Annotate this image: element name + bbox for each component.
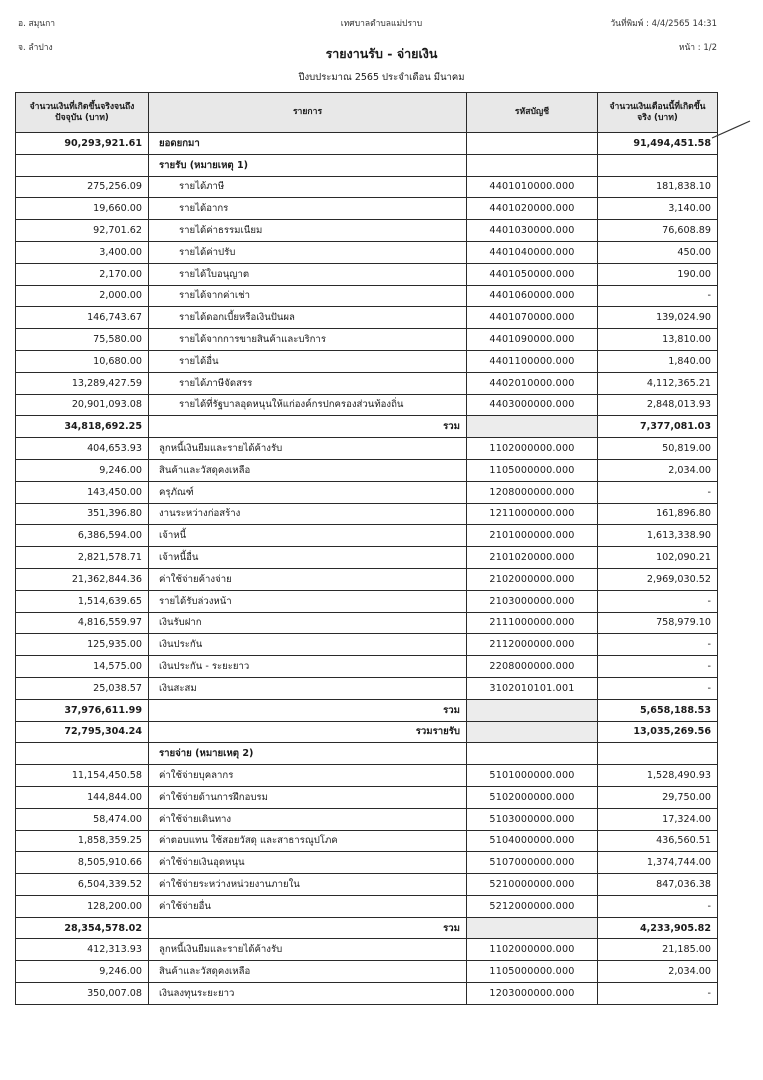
cell-cumulative-amount: 2,170.00 <box>16 263 149 285</box>
cell-cumulative-amount: 25,038.57 <box>16 677 149 699</box>
cell-month-amount: 2,969,030.52 <box>598 568 718 590</box>
cell-item-label: รวมรายรับ <box>149 721 467 743</box>
table-row <box>16 547 718 569</box>
cell-account-code: 3102010101.001 <box>467 677 598 699</box>
cell-cumulative-amount: 10,680.00 <box>16 350 149 372</box>
cell-item-label: งานระหว่างก่อสร้าง <box>149 503 467 525</box>
cell-account-code: 2102000000.000 <box>467 568 598 590</box>
cell-cumulative-amount: 13,289,427.59 <box>16 372 149 394</box>
cell-month-amount: - <box>598 285 718 307</box>
cell-item-label: ค่าตอบแทน ใช้สอยวัสดุ และสาธารณูปโภค <box>149 830 467 852</box>
table-row <box>16 241 718 263</box>
cell-item-label: เงินสะสม <box>149 677 467 699</box>
cell-month-amount: 436,560.51 <box>598 830 718 852</box>
cell-month-amount: 758,979.10 <box>598 612 718 634</box>
cell-item-label: รวม <box>149 699 467 721</box>
table-row <box>16 350 718 372</box>
cell-month-amount <box>598 154 718 176</box>
cell-cumulative-amount: 6,504,339.52 <box>16 874 149 896</box>
table-row <box>16 808 718 830</box>
cell-month-amount: 139,024.90 <box>598 307 718 329</box>
pen-check-mark-icon <box>710 118 754 142</box>
cell-account-code: 4401040000.000 <box>467 241 598 263</box>
table-row <box>16 612 718 634</box>
table-row <box>16 416 718 438</box>
cell-account-code: 1203000000.000 <box>467 983 598 1005</box>
table-row <box>16 983 718 1005</box>
cell-account-code: 4403000000.000 <box>467 394 598 416</box>
cell-account-code: 1208000000.000 <box>467 481 598 503</box>
cell-item-label: รายได้อากร <box>149 198 467 220</box>
cell-cumulative-amount: 144,844.00 <box>16 786 149 808</box>
cell-item-label: ลูกหนี้เงินยืมและรายได้ค้างรับ <box>149 438 467 460</box>
cell-account-code <box>467 721 598 743</box>
cell-month-amount: 13,035,269.56 <box>598 721 718 743</box>
table-row <box>16 634 718 656</box>
cell-cumulative-amount: 3,400.00 <box>16 241 149 263</box>
cell-cumulative-amount: 143,450.00 <box>16 481 149 503</box>
header-page-number: หน้า : 1/2 <box>678 43 717 53</box>
cell-account-code: 2101020000.000 <box>467 547 598 569</box>
table-row <box>16 329 718 351</box>
cell-month-amount: - <box>598 481 718 503</box>
cell-account-code <box>467 743 598 765</box>
cell-account-code: 1105000000.000 <box>467 459 598 481</box>
cell-item-label: รายรับ (หมายเหตุ 1) <box>149 154 467 176</box>
cell-item-label: รายได้จากการขายสินค้าและบริการ <box>149 329 467 351</box>
cell-account-code <box>467 699 598 721</box>
cell-month-amount: 1,528,490.93 <box>598 765 718 787</box>
table-row <box>16 917 718 939</box>
cell-item-label: ลูกหนี้เงินยืมและรายได้ค้างรับ <box>149 939 467 961</box>
cell-month-amount: 5,658,188.53 <box>598 699 718 721</box>
cell-month-amount: 50,819.00 <box>598 438 718 460</box>
cell-account-code: 5107000000.000 <box>467 852 598 874</box>
cell-item-label: ยอดยกมา <box>149 133 467 155</box>
table-row <box>16 307 718 329</box>
column-header-account-code: รหัสบัญชี <box>467 93 598 133</box>
table-body <box>16 133 718 1005</box>
cell-item-label: ค่าใช้จ่ายเดินทาง <box>149 808 467 830</box>
cell-cumulative-amount: 6,386,594.00 <box>16 525 149 547</box>
table-row <box>16 481 718 503</box>
cell-month-amount: 847,036.38 <box>598 874 718 896</box>
cell-month-amount: 190.00 <box>598 263 718 285</box>
table-row <box>16 961 718 983</box>
table-row <box>16 285 718 307</box>
cell-cumulative-amount: 128,200.00 <box>16 895 149 917</box>
table-header-row <box>16 93 718 133</box>
cell-cumulative-amount: 34,818,692.25 <box>16 416 149 438</box>
cell-item-label: สินค้าและวัสดุคงเหลือ <box>149 961 467 983</box>
cell-item-label: รายได้ภาษี <box>149 176 467 198</box>
cell-account-code: 4401070000.000 <box>467 307 598 329</box>
cell-month-amount: 4,233,905.82 <box>598 917 718 939</box>
cell-item-label: เจ้าหนี้ <box>149 525 467 547</box>
cell-item-label: เงินประกัน - ระยะยาว <box>149 656 467 678</box>
cell-item-label: เงินรับฝาก <box>149 612 467 634</box>
cell-account-code: 4401030000.000 <box>467 220 598 242</box>
cell-account-code: 1102000000.000 <box>467 438 598 460</box>
cell-account-code: 4401060000.000 <box>467 285 598 307</box>
cell-month-amount: 21,185.00 <box>598 939 718 961</box>
cell-cumulative-amount: 275,256.09 <box>16 176 149 198</box>
cell-account-code: 4401020000.000 <box>467 198 598 220</box>
cell-account-code: 5210000000.000 <box>467 874 598 896</box>
cell-item-label: รายได้ค่าปรับ <box>149 241 467 263</box>
receipts-payments-table <box>15 92 718 1005</box>
cell-item-label: รายได้อื่น <box>149 350 467 372</box>
cell-account-code <box>467 917 598 939</box>
cell-cumulative-amount: 9,246.00 <box>16 459 149 481</box>
cell-cumulative-amount: 75,580.00 <box>16 329 149 351</box>
table-row <box>16 830 718 852</box>
header-organization: เทศบาลตำบลแม่ปราบ <box>340 19 423 29</box>
cell-item-label: รายได้ภาษีจัดสรร <box>149 372 467 394</box>
cell-item-label: ค่าใช้จ่ายบุคลากร <box>149 765 467 787</box>
cell-month-amount: 76,608.89 <box>598 220 718 242</box>
table-row <box>16 590 718 612</box>
cell-account-code: 4401100000.000 <box>467 350 598 372</box>
cell-item-label: รายได้ที่รัฐบาลอุดหนุนให้แก่องค์กรปกครองส่วนท้องถิ่น <box>149 394 467 416</box>
table-row <box>16 874 718 896</box>
cell-account-code: 5102000000.000 <box>467 786 598 808</box>
cell-month-amount: 2,848,013.93 <box>598 394 718 416</box>
cell-item-label: เงินประกัน <box>149 634 467 656</box>
cell-cumulative-amount: 58,474.00 <box>16 808 149 830</box>
cell-item-label: เจ้าหนี้อื่น <box>149 547 467 569</box>
cell-cumulative-amount: 72,795,304.24 <box>16 721 149 743</box>
cell-cumulative-amount: 8,505,910.66 <box>16 852 149 874</box>
cell-item-label: รวม <box>149 416 467 438</box>
cell-cumulative-amount: 350,007.08 <box>16 983 149 1005</box>
table-row <box>16 786 718 808</box>
table-row <box>16 133 718 155</box>
cell-account-code: 2208000000.000 <box>467 656 598 678</box>
cell-account-code: 2112000000.000 <box>467 634 598 656</box>
cell-account-code: 4401090000.000 <box>467 329 598 351</box>
cell-item-label: รายจ่าย (หมายเหตุ 2) <box>149 743 467 765</box>
cell-cumulative-amount: 404,653.93 <box>16 438 149 460</box>
cell-month-amount: 2,034.00 <box>598 961 718 983</box>
cell-month-amount: 1,374,744.00 <box>598 852 718 874</box>
cell-cumulative-amount: 37,976,611.99 <box>16 699 149 721</box>
header-print-date: วันที่พิมพ์ : 4/4/2565 14:31 <box>610 19 717 29</box>
cell-item-label: ค่าใช้จ่ายระหว่างหน่วยงานภายใน <box>149 874 467 896</box>
table-row <box>16 438 718 460</box>
cell-item-label: สินค้าและวัสดุคงเหลือ <box>149 459 467 481</box>
table-row <box>16 503 718 525</box>
header-province: จ. ลำปาง <box>18 43 53 53</box>
cell-item-label: ค่าใช้จ่ายอื่น <box>149 895 467 917</box>
table-row <box>16 198 718 220</box>
cell-month-amount: - <box>598 677 718 699</box>
table-row <box>16 394 718 416</box>
column-header-cumulative: จำนวนเงินที่เกิดขึ้นจริงจนถึงปัจจุบัน (บาท) <box>16 93 149 133</box>
table-row <box>16 176 718 198</box>
cell-account-code: 4401010000.000 <box>467 176 598 198</box>
cell-cumulative-amount: 21,362,844.36 <box>16 568 149 590</box>
cell-cumulative-amount: 2,000.00 <box>16 285 149 307</box>
table-row <box>16 852 718 874</box>
cell-cumulative-amount: 14,575.00 <box>16 656 149 678</box>
table-row <box>16 220 718 242</box>
table-row <box>16 154 718 176</box>
cell-month-amount: 17,324.00 <box>598 808 718 830</box>
cell-month-amount: 7,377,081.03 <box>598 416 718 438</box>
cell-cumulative-amount <box>16 154 149 176</box>
cell-cumulative-amount: 92,701.62 <box>16 220 149 242</box>
cell-cumulative-amount: 20,901,093.08 <box>16 394 149 416</box>
cell-month-amount: 4,112,365.21 <box>598 372 718 394</box>
table-row <box>16 525 718 547</box>
table-row <box>16 743 718 765</box>
cell-month-amount: 2,034.00 <box>598 459 718 481</box>
cell-month-amount: - <box>598 590 718 612</box>
cell-item-label: ค่าใช้จ่ายเงินอุดหนุน <box>149 852 467 874</box>
cell-item-label: รายได้จากค่าเช่า <box>149 285 467 307</box>
table-row <box>16 568 718 590</box>
table-row <box>16 765 718 787</box>
cell-cumulative-amount: 4,816,559.97 <box>16 612 149 634</box>
cell-item-label: รวม <box>149 917 467 939</box>
table-row <box>16 459 718 481</box>
cell-month-amount: 29,750.00 <box>598 786 718 808</box>
cell-cumulative-amount: 1,514,639.65 <box>16 590 149 612</box>
cell-month-amount: 13,810.00 <box>598 329 718 351</box>
cell-cumulative-amount: 351,396.80 <box>16 503 149 525</box>
cell-account-code <box>467 416 598 438</box>
table-row <box>16 656 718 678</box>
report-subtitle: ปีงบประมาณ 2565 ประจำเดือน มีนาคม <box>298 72 465 83</box>
cell-cumulative-amount: 1,858,359.25 <box>16 830 149 852</box>
cell-cumulative-amount: 146,743.67 <box>16 307 149 329</box>
cell-month-amount: - <box>598 895 718 917</box>
cell-cumulative-amount: 125,935.00 <box>16 634 149 656</box>
cell-cumulative-amount: 11,154,450.58 <box>16 765 149 787</box>
cell-account-code: 2101000000.000 <box>467 525 598 547</box>
cell-account-code: 5101000000.000 <box>467 765 598 787</box>
cell-account-code: 1102000000.000 <box>467 939 598 961</box>
cell-item-label: ค่าใช้จ่ายค้างจ่าย <box>149 568 467 590</box>
cell-month-amount: 102,090.21 <box>598 547 718 569</box>
cell-account-code <box>467 154 598 176</box>
cell-cumulative-amount: 28,354,578.02 <box>16 917 149 939</box>
cell-account-code: 2103000000.000 <box>467 590 598 612</box>
cell-item-label: เงินลงทุนระยะยาว <box>149 983 467 1005</box>
cell-cumulative-amount: 2,821,578.71 <box>16 547 149 569</box>
cell-item-label: รายได้ดอกเบี้ยหรือเงินปันผล <box>149 307 467 329</box>
table-row <box>16 372 718 394</box>
cell-month-amount: 161,896.80 <box>598 503 718 525</box>
cell-account-code: 1105000000.000 <box>467 961 598 983</box>
table-row <box>16 699 718 721</box>
table-row <box>16 263 718 285</box>
cell-account-code <box>467 133 598 155</box>
cell-month-amount: - <box>598 634 718 656</box>
cell-month-amount: 1,613,338.90 <box>598 525 718 547</box>
column-header-this-month: จำนวนเงินเดือนนี้ที่เกิดขึ้นจริง (บาท) <box>598 93 718 133</box>
cell-item-label: ค่าใช้จ่ายด้านการฝึกอบรม <box>149 786 467 808</box>
header-district: อ. สมุนกา <box>18 19 56 29</box>
cell-account-code: 4401050000.000 <box>467 263 598 285</box>
cell-month-amount: 1,840.00 <box>598 350 718 372</box>
cell-cumulative-amount: 412,313.93 <box>16 939 149 961</box>
cell-month-amount <box>598 743 718 765</box>
cell-item-label: ครุภัณฑ์ <box>149 481 467 503</box>
cell-month-amount: 181,838.10 <box>598 176 718 198</box>
cell-account-code: 2111000000.000 <box>467 612 598 634</box>
cell-account-code: 4402010000.000 <box>467 372 598 394</box>
cell-item-label: รายได้รับล่วงหน้า <box>149 590 467 612</box>
table-row <box>16 677 718 699</box>
cell-account-code: 5104000000.000 <box>467 830 598 852</box>
cell-month-amount: 91,494,451.58 <box>598 133 718 155</box>
cell-month-amount: 3,140.00 <box>598 198 718 220</box>
cell-cumulative-amount: 9,246.00 <box>16 961 149 983</box>
cell-month-amount: - <box>598 656 718 678</box>
cell-cumulative-amount: 19,660.00 <box>16 198 149 220</box>
table-row <box>16 939 718 961</box>
cell-item-label: รายได้ค่าธรรมเนียม <box>149 220 467 242</box>
cell-item-label: รายได้ใบอนุญาต <box>149 263 467 285</box>
column-header-item: รายการ <box>149 93 467 133</box>
cell-cumulative-amount <box>16 743 149 765</box>
report-title: รายงานรับ - จ่ายเงิน <box>325 46 438 61</box>
cell-account-code: 1211000000.000 <box>467 503 598 525</box>
cell-month-amount: 450.00 <box>598 241 718 263</box>
table-row <box>16 895 718 917</box>
cell-account-code: 5212000000.000 <box>467 895 598 917</box>
cell-cumulative-amount: 90,293,921.61 <box>16 133 149 155</box>
cell-month-amount: - <box>598 983 718 1005</box>
table-row <box>16 721 718 743</box>
cell-account-code: 5103000000.000 <box>467 808 598 830</box>
